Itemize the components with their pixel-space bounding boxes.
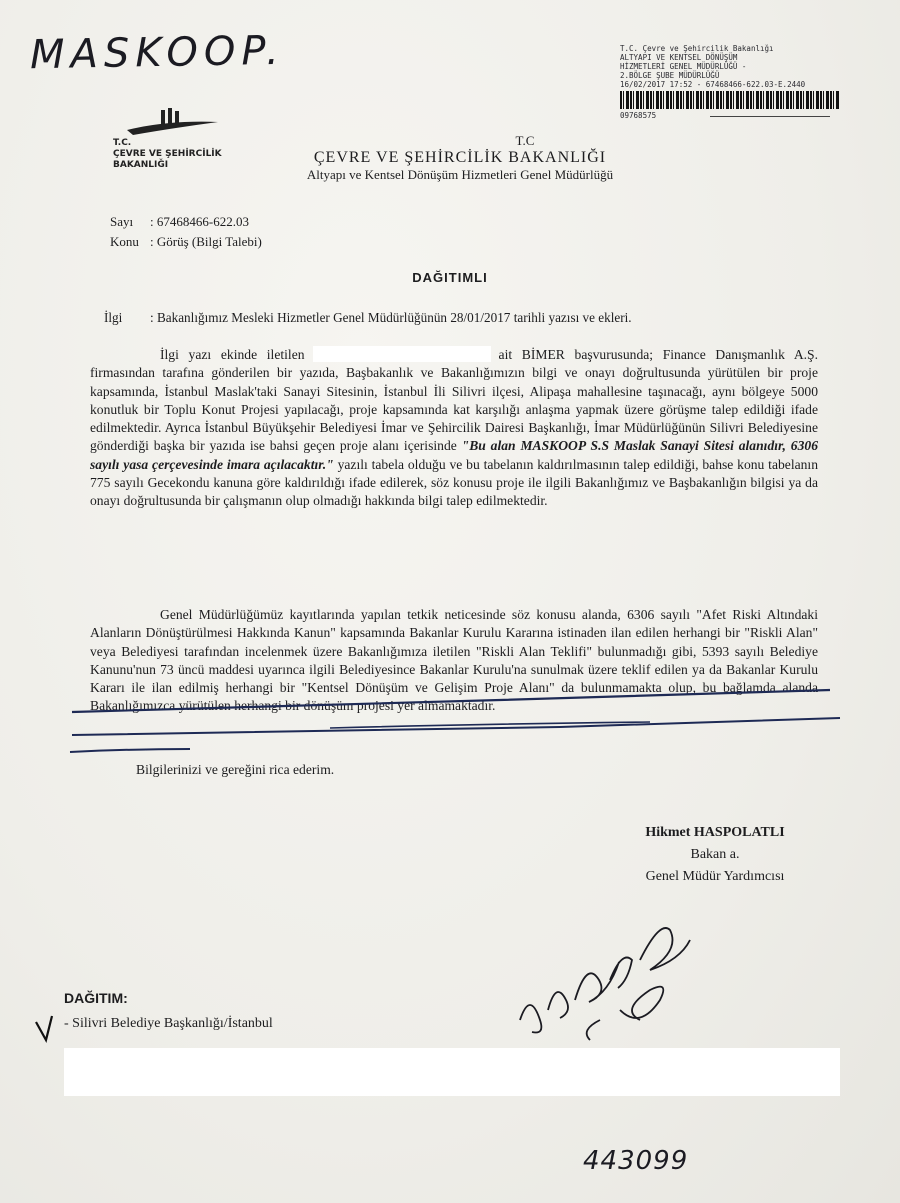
konu-value: : Görüş (Bilgi Talebi)	[150, 234, 262, 249]
pen-underline-2	[72, 718, 840, 735]
signatory-name: Hikmet HASPOLATLI	[645, 825, 785, 840]
stamp-line: 2.BÖLGE ŞUBE MÜDÜRLÜĞÜ	[620, 71, 720, 80]
signature-scribble	[520, 928, 690, 1040]
reference-text: : Bakanlığımız Mesleki Hizmetler Genel Müdürlüğünün 28/01/2017 tarihli yazısı ve ekleri.	[150, 310, 632, 325]
paragraph1-quote: "Bu alan MASKOOP S.S Maslak Sanayi Sitesi alanıdır, 6306 sayılı yasa çerçevesinde imara açılacaktır."	[90, 438, 818, 472]
stamp-line: 16/02/2017 17:52 - 67468466-622.03-E.2440	[620, 80, 806, 89]
distribution-title: DAĞITIM:	[64, 990, 128, 1006]
handwritten-note-top: MASKOOP.	[29, 27, 286, 79]
logo-tc: T.C.	[113, 138, 132, 148]
signatory-title-2: Genel Müdür Yardımcısı	[645, 869, 785, 884]
distribution-heading: DAĞITIMLI	[412, 270, 488, 285]
stamp-line: HİZMETLERİ GENEL MÜDÜRLÜĞÜ -	[620, 62, 747, 71]
handwritten-note-bottom: 443099	[583, 1146, 689, 1176]
distribution-recipient: - Silivri Belediye Başkanlığı/İstanbul	[64, 1016, 273, 1031]
sayi-label: Sayı	[110, 214, 134, 229]
sayi-value: : 67468466-622.03	[150, 214, 249, 229]
pen-underline	[72, 690, 830, 712]
konu-label: Konu	[110, 234, 139, 249]
pen-tick	[36, 1016, 52, 1040]
reference-label: İlgi	[104, 310, 123, 325]
stamp-line: T.C. Çevre ve Şehircilik Bakanlığı	[620, 44, 774, 53]
pen-underline-3	[70, 749, 190, 752]
letterhead-tc: T.C	[515, 133, 535, 148]
barcode-number: 09768575	[620, 111, 657, 120]
ministry-name: ÇEVRE VE ŞEHİRCİLİK BAKANLIĞI	[313, 149, 607, 166]
logo-name-2: BAKANLIĞI	[113, 160, 169, 170]
paragraph1-a: İlgi yazı ekinde iletilen	[160, 347, 305, 362]
paragraph2-text: Genel Müdürlüğümüz kayıtlarında yapılan tetkik neticesinde söz konusu alanda, 6306 sayılı "Afet Riski Altındaki Alanların Dönüştürülmesi Hakkında Kanun" kapsamında Bakanlar Kurulu Kararına istinaden ilan edilen herhangi bir "Riskli Alan" veya Belediyesi tarafından incelenmek üzere Bakanlığımıza iletilen "Riskli Alan Teklifi" bulunmadığı gibi, 5393 sayılı Belediye Kanunu'nun 73 üncü maddesi uyarınca ilgili Belediyesince Bakanlar Kurulu'na sunulmak üzere teklif edilen ya da Bakanlar Kurulu Kararı ile ilan edilmiş herhangi bir "Kentsel Dönüşüm ve Gelişim Proje Alanı" da bulunmamakta olup, bu bağlamda alanda Bakanlığımızca yürütülen herhangi bir dönüşüm projesi yer almamaktadır.	[90, 607, 818, 714]
closing-line: Bilgilerinizi ve gereğini rica ederim.	[136, 762, 335, 777]
department-name: Altyapı ve Kentsel Dönüşüm Hizmetleri Genel Müdürlüğü	[306, 167, 614, 182]
signatory-title: Bakan a.	[690, 847, 740, 862]
logo-name: ÇEVRE VE ŞEHİRCİLİK	[113, 149, 222, 159]
paragraph1-c: yazılı tabela olduğu ve bu tabelanın kaldırılmasının talep edildiği, bahse konu tabelanın 775 sayılı Gecekondu kanuna göre kaldırıldığı ifade edilerek, söz konusu proje ile ilgili Bakanlığımız ve Başbakanlığın bilgisi ya da onayı doğrultusunda bir çalışmanın olup olmadığı hakkında bilgi talep edilmektedir.	[90, 456, 818, 509]
stamp-line: ALTYAPI VE KENTSEL DÖNÜŞÜM	[620, 53, 738, 62]
paragraph1-b: ait BİMER başvurusunda; Finance Danışmanlık A.Ş. firmasından tarafına gönderilen bir yazıda, Başbakanlık ve Bakanlığımızın bilgi ve onayı doğrultusunda yürütülen bir proje kapsamında, İstanbul Maslak'taki Sanayi Sitesinin, İstanbul İli Silivri ilçesi, Alipaşa mahallesine taşınacağı, aynı bölgeye 5000 konutluk bir Toplu Konut Projesi yapılacağı, proje kapsamında kat karşılığı anlaşma yapmak üzere görüşme talep edildiği ifade edilmektedir. Ayrıca İstanbul Büyükşehir Belediyesi İmar ve Şehircilik Dairesi Başkanlığı, İmar Müdürlüğünün Silivri Belediyesine gönderdiği başka bir yazıda ise bahsi geçen proje alanı içerisinde	[90, 347, 818, 454]
